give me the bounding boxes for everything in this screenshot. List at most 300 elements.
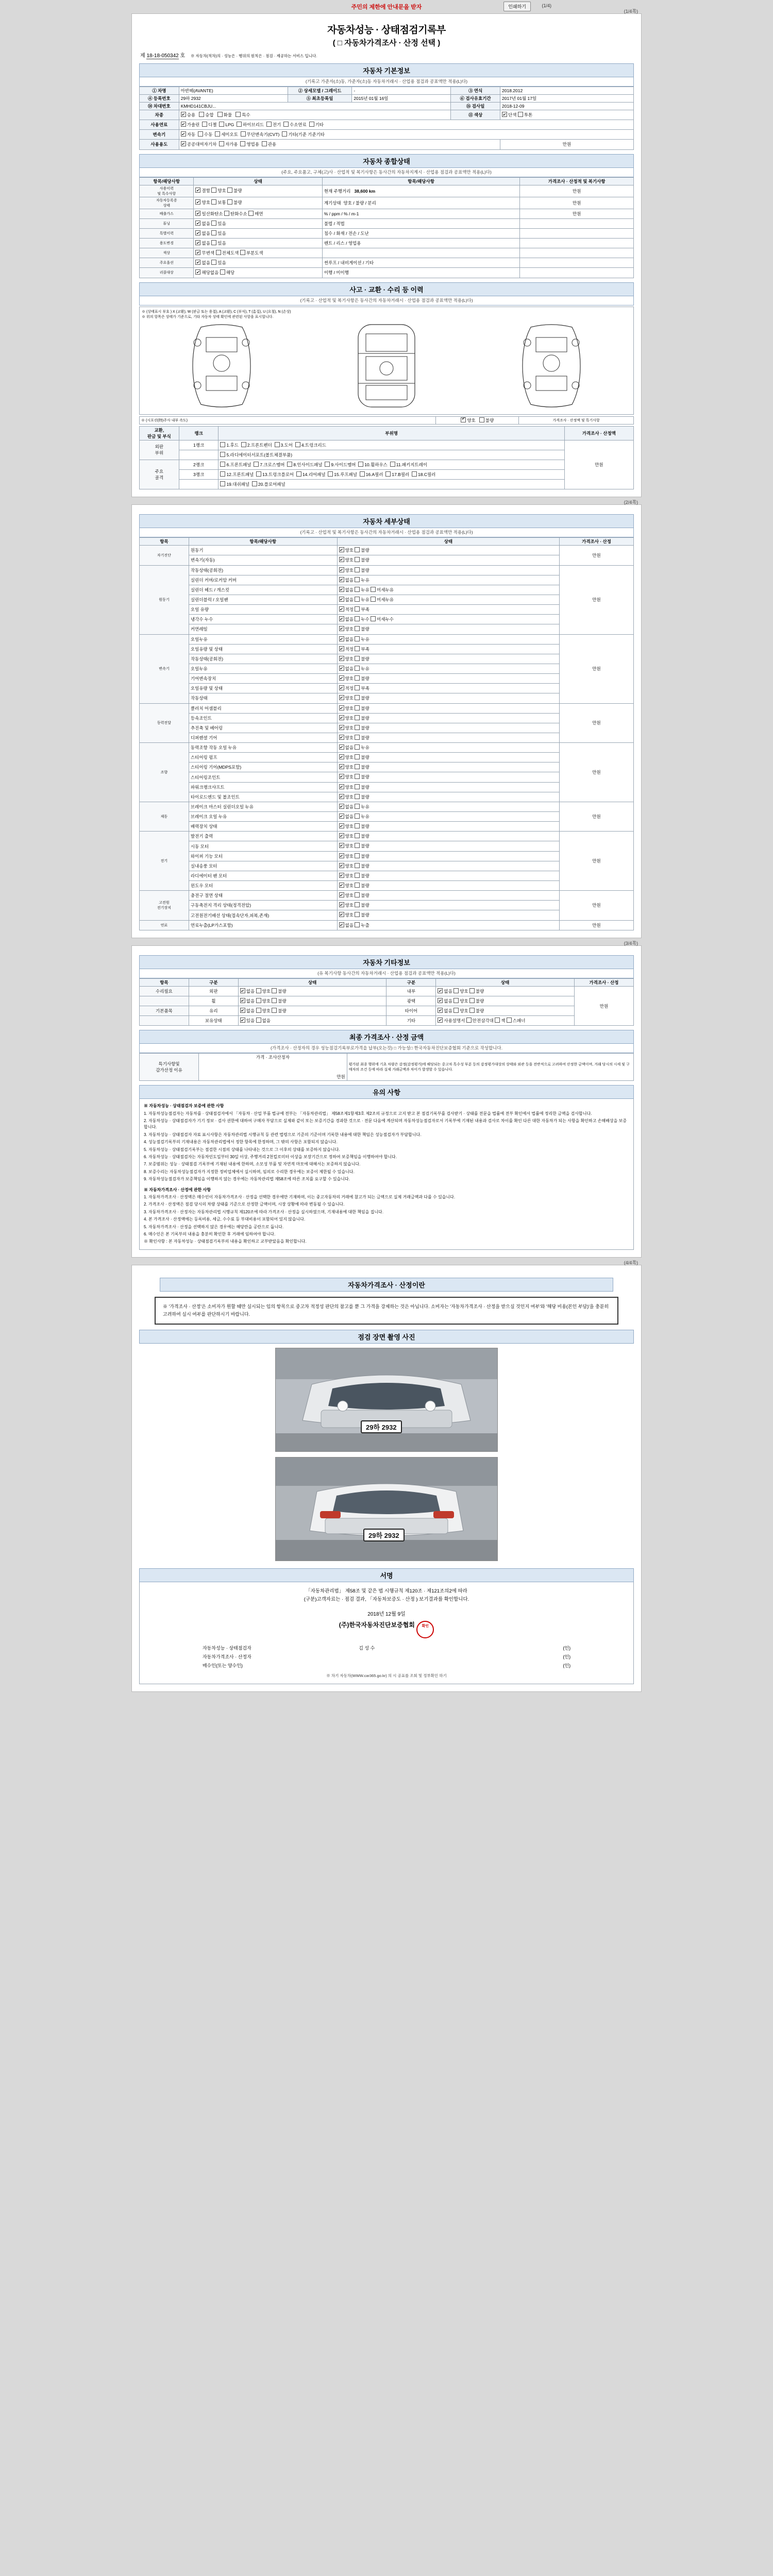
checkbox-icon[interactable] [240, 1008, 245, 1013]
overall-row2-opts[interactable] [194, 209, 322, 218]
checkbox-icon[interactable] [355, 626, 360, 631]
checkbox-icon[interactable] [438, 1008, 443, 1013]
etc-row-options2[interactable] [436, 996, 575, 1006]
checkbox-icon[interactable] [339, 735, 344, 740]
overall-row1-note: 만원 [520, 197, 634, 209]
overall-row8-note [520, 268, 634, 278]
detail-item-options[interactable] [337, 901, 560, 910]
checkbox-icon[interactable] [507, 1018, 512, 1023]
checkbox-icon[interactable] [355, 794, 360, 799]
detail-option-label: 불량 [361, 903, 369, 908]
gear-opt-3: 무단변속기(CVT) [246, 132, 280, 138]
checkbox-icon[interactable] [355, 833, 360, 838]
bottom-label: ※ (시포션(特)주사 내부 속도) [140, 416, 436, 424]
checkbox-icon[interactable] [355, 666, 360, 671]
detail-option-label: 양호 [345, 705, 355, 711]
checkbox-icon[interactable] [355, 656, 360, 661]
detail-option-label: 부족 [361, 646, 369, 652]
checkbox-icon[interactable] [339, 715, 344, 720]
detail-item-label: 추진축 및 베어링 [189, 723, 337, 733]
checkbox-icon[interactable] [339, 675, 344, 681]
detail-head-2: 상태 [337, 538, 560, 546]
checkbox-icon[interactable] [355, 636, 360, 641]
checkbox-icon[interactable] [256, 1008, 261, 1013]
checkbox-icon[interactable] [339, 656, 344, 661]
detail-option-label: 불량 [361, 735, 369, 740]
detail-item-options[interactable] [337, 664, 560, 673]
checkbox-icon[interactable] [355, 892, 360, 897]
detail-item-options[interactable] [337, 634, 560, 644]
detail-option-label: 미세누유 [377, 597, 394, 602]
checkbox-icon[interactable] [339, 547, 344, 552]
detail-option-label: 없음 [345, 745, 355, 751]
checkbox-icon[interactable] [339, 577, 344, 582]
checkbox-icon[interactable] [355, 764, 360, 769]
detail-item-label: 실린더 헤드 / 개스킷 [189, 585, 337, 595]
detail-item-options[interactable] [337, 832, 560, 841]
etc-option-label: 없음 [262, 1018, 271, 1024]
detail-item-label: 작동상태 [189, 693, 337, 703]
checkbox-icon[interactable] [355, 912, 360, 917]
etc-row-options[interactable] [238, 996, 386, 1006]
checkbox-icon[interactable] [438, 998, 443, 1003]
detail-option-label: 없음 [345, 636, 355, 642]
overall-row6-opts[interactable] [194, 248, 322, 258]
checkbox-icon[interactable] [355, 567, 360, 572]
detail-option-label: 미세누수 [377, 617, 394, 622]
checkbox-icon[interactable] [339, 725, 344, 730]
sign-org [148, 1620, 625, 1638]
checkbox-icon[interactable] [355, 715, 360, 720]
checkbox-icon[interactable] [339, 636, 344, 641]
detail-option-label: 불량 [361, 853, 369, 859]
price-right-text: 평가된 최종 행위에 기초 차량은 감정(감정평가)에 해당되는 중고차 특수성 부분 등의 감정평가대상의 상태와 외관 등을 전반적으로 고려하여 산정한 금액이며, 거래 당시의 시세 및 구매자의 조건 등에 따라 실제 거래금액과 차이가 발생할 수 있습니다. [347, 1054, 633, 1081]
detail-option-label: 없음 [345, 617, 355, 622]
basic-label3-1: ⑥ 검사유효기간 [451, 95, 500, 103]
overall-row0-opts[interactable] [194, 185, 322, 197]
etc-option-label: 안전삼각대 [472, 1018, 495, 1024]
checkbox-icon[interactable] [240, 998, 245, 1003]
etc-option-label: 사용설명서 [444, 1018, 466, 1024]
checkbox-icon[interactable] [355, 577, 360, 582]
fr2-i3: 9.사이드멤버 [331, 462, 356, 467]
detail-item-options[interactable] [337, 615, 560, 624]
detail-item-options[interactable] [337, 624, 560, 634]
fuel-opt-0: 가솔린 [187, 122, 200, 128]
overall-row3-opts[interactable] [194, 218, 322, 228]
checkbox-icon[interactable] [469, 1008, 475, 1013]
checkbox-icon[interactable] [355, 774, 360, 779]
detail-option-label: 불량 [361, 557, 369, 563]
frame-items-2[interactable] [219, 460, 564, 469]
detail-item-options[interactable] [337, 743, 560, 753]
detail-option-label: 양호 [345, 715, 355, 721]
detail-option-label: 양호 [345, 696, 355, 701]
detail-item-label: 작동상태(공회전) [189, 654, 337, 664]
detail-item-options[interactable] [337, 674, 560, 684]
section-accident-title: 사고 · 교환 · 수리 등 이력 [139, 282, 634, 296]
checkbox-icon[interactable] [272, 998, 277, 1003]
detail-item-options[interactable] [337, 723, 560, 733]
basic-label-gear: 변속기 [140, 130, 179, 140]
checkbox-icon[interactable] [339, 567, 344, 572]
plate-rear: 29하 2932 [363, 1529, 405, 1541]
checkbox-icon[interactable] [339, 823, 344, 828]
basic-color-opts[interactable] [500, 110, 634, 120]
detail-item-options[interactable] [337, 802, 560, 811]
checkbox-icon[interactable] [355, 853, 360, 858]
sheet-page-1 [131, 9, 642, 497]
checkbox-icon[interactable] [240, 988, 245, 993]
checkbox-icon[interactable] [355, 587, 360, 592]
etc-option-label: 불량 [278, 988, 287, 994]
detail-item-options[interactable] [337, 693, 560, 703]
etc-option-label: 양호 [460, 1008, 469, 1014]
overall-row7-opts[interactable] [194, 258, 322, 268]
checkbox-icon[interactable] [256, 988, 261, 993]
detail-option-label: 누유 [361, 597, 371, 602]
damage-diagram [139, 307, 634, 415]
checkbox-icon[interactable] [466, 1018, 472, 1023]
section-price-note: (가격조사 · 산정자의 경우 성능점검기록부로가격을 납부(오는것) □ 가능성□ 한국자동차진단보증협회 기준으로 작성합니다. [139, 1044, 634, 1053]
checkbox-icon[interactable] [355, 616, 360, 621]
checkbox-icon[interactable] [339, 764, 344, 769]
checkbox-icon[interactable] [355, 873, 360, 878]
detail-item-options[interactable] [337, 684, 560, 693]
detail-item-label: 브레이크 오일 누유 [189, 812, 337, 822]
checkbox-icon[interactable] [339, 597, 344, 602]
overall-row5-opts[interactable] [194, 238, 322, 248]
checkbox-icon[interactable] [371, 597, 376, 602]
car-right-view-icon [513, 319, 590, 412]
warn-paragraph: 2. 자동차성능 · 상태점검자가 기기 정보 · 검사 권한에 대하여 구매자 부담으로 실제와 같이 또는 보증기간을 경과한 것으로 · 전문 다음에 계산되며 자동차성능점검자로서 기록부에 기재된 내용과 검사로 차이를 확인 다른 대한 자동차가 되는 사항을 확인하고 손해배상을 보증합니다. [144, 1118, 627, 1130]
checkbox-icon[interactable] [355, 784, 360, 789]
gear-opt-2: 세미오토 [221, 132, 238, 138]
warn-g1-title: ※ 자동차성능 · 상태점검자 보증에 관한 사항 [144, 1104, 224, 1109]
detail-item-options[interactable] [337, 772, 560, 782]
etc-row-options2[interactable] [436, 986, 575, 996]
checkbox-icon[interactable] [339, 794, 344, 799]
detail-item-label: 구동축전지 격리 상태(정격전압) [189, 901, 337, 910]
etc-row-options[interactable] [238, 1016, 386, 1026]
detail-item-options[interactable] [337, 910, 560, 920]
warn-paragraph: 4. 성능점검기록부의 기재내용은 자동차관리법에서 정한 항목에 한정하며, 그 밖의 사항은 포함되지 않습니다. [144, 1140, 338, 1145]
checkbox-icon[interactable] [355, 804, 360, 809]
warn-paragraph: 7. 보증범위는 성능 · 상태점검 기록부에 기재된 내용에 한하며, 소모성 부품 및 자연적 마모에 대해서는 보증하지 않습니다. [144, 1162, 361, 1167]
etc-row-options2[interactable] [436, 1006, 575, 1016]
detail-item-options[interactable] [337, 733, 560, 742]
checkbox-icon[interactable] [355, 705, 360, 710]
etc-row-label: 수리필요 [140, 986, 189, 996]
checkbox-icon[interactable] [339, 695, 344, 700]
sheet-page-2 [131, 500, 642, 938]
detail-item-options[interactable] [337, 565, 560, 575]
use-opt-2: 영업용 [246, 142, 259, 147]
fr1-i0: 5.라디에이터서포트(볼트체결부품) [226, 452, 293, 457]
detail-group-note: 만원 [560, 634, 634, 703]
detail-item-label: 오일누유 [189, 634, 337, 644]
detail-item-options[interactable] [337, 713, 560, 723]
frame-rank-3: 3랭크 [179, 469, 219, 479]
section-price-title: 최종 가격조사 · 산정 금액 [139, 1030, 634, 1044]
checkbox-icon[interactable] [453, 998, 459, 1003]
section-warn-title: 유의 사항 [139, 1085, 634, 1099]
checkbox-icon[interactable] [339, 754, 344, 759]
basic-cartype-opts[interactable] [179, 110, 450, 120]
section-basic-note: (기록고 가준자(소)동, 가준자(소)동 자동차거래시 · 산업용 점검과 공표액만 적용(L)다) [139, 77, 634, 87]
detail-item-options[interactable] [337, 782, 560, 792]
overall-head-3: 가격조사 · 산정적 및 복기사항 [520, 177, 634, 185]
ov6-o0: 무변색 [201, 250, 215, 256]
basic-gear-opts[interactable] [179, 130, 633, 140]
checkbox-icon[interactable] [355, 843, 360, 848]
detail-item-options[interactable] [337, 822, 560, 832]
detail-item-options[interactable] [337, 703, 560, 713]
detail-item-label: 기어변속장치 [189, 674, 337, 684]
detail-item-options[interactable] [337, 861, 560, 871]
checkbox-icon[interactable] [355, 754, 360, 759]
detail-item-options[interactable] [337, 605, 560, 615]
detail-item-options[interactable] [337, 585, 560, 595]
detail-group-3: 동력전달 [140, 703, 189, 743]
checkbox-icon[interactable] [339, 902, 344, 907]
checkbox-icon[interactable] [453, 1008, 459, 1013]
detail-option-label: 양호 [345, 784, 355, 790]
overall-row0-right [322, 185, 520, 197]
checkbox-icon[interactable] [339, 863, 344, 868]
checkbox-icon[interactable] [355, 675, 360, 681]
basic-use-opts[interactable] [179, 140, 500, 149]
overall-row4-note [520, 228, 634, 238]
fr3-i1: 13.트렁크플로어 [262, 471, 294, 477]
etc-row-options[interactable] [238, 1006, 386, 1016]
ov2-o1: 탄화수소 [230, 211, 247, 216]
overall-row8-name: 리콜대상 [140, 268, 194, 278]
detail-option-label: 불량 [361, 893, 369, 899]
etc-row-options2[interactable] [436, 1016, 575, 1026]
doc-no-label: 제 [140, 53, 145, 59]
checkbox-icon[interactable] [339, 814, 344, 819]
checkbox-icon[interactable] [355, 646, 360, 651]
detail-item-options[interactable] [337, 555, 560, 565]
detail-item-options[interactable] [337, 753, 560, 762]
checkbox-icon[interactable] [355, 597, 360, 602]
price-table [139, 1053, 634, 1081]
detail-option-label: 누유 [361, 587, 371, 592]
basic-fuel-opts[interactable] [179, 120, 633, 130]
price-left-label: 특기사항및 감가산정 이유 [140, 1054, 199, 1081]
basic-use-right: 만원 [500, 140, 634, 149]
detail-row [140, 703, 634, 713]
sign-row-0-value[interactable]: 김 성 수 [359, 1645, 375, 1651]
frame-rank-1 [179, 450, 219, 460]
detail-item-label: 와이퍼 기능 모터 [189, 851, 337, 861]
doc-title: 자동차성능 · 상태점검기록부 [327, 25, 446, 36]
frame-items-1[interactable] [219, 450, 564, 460]
print-button[interactable]: 인쇄하기 [503, 2, 531, 11]
checkbox-icon[interactable] [339, 912, 344, 917]
sign-row-2-label: 매수인(또는 양수인) [202, 1663, 243, 1668]
detail-option-label: 불량 [361, 715, 369, 721]
detail-item-label: 오일유량 및 상태 [189, 684, 337, 693]
detail-item-options[interactable] [337, 881, 560, 891]
detail-group-5: 제동 [140, 802, 189, 831]
detail-option-label: 양호 [345, 912, 355, 918]
warn-paragraph: 5. 자동차가격조사 · 산정을 선택하지 않은 경우에는 해당란을 공란으로 둡니다. [144, 1224, 284, 1229]
bottom-opt-1: 불량 [485, 417, 494, 423]
checkbox-icon[interactable] [355, 814, 360, 819]
sign-row-1-value[interactable] [357, 1652, 506, 1661]
detail-item-options[interactable] [337, 920, 560, 930]
detail-option-label: 불량 [361, 794, 369, 800]
frame-items-0[interactable] [219, 440, 564, 450]
sign-row-2-value[interactable] [357, 1661, 506, 1670]
checkbox-icon[interactable] [355, 735, 360, 740]
overall-row3-name: 튜닝 [140, 218, 194, 228]
checkbox-icon[interactable] [339, 922, 344, 927]
checkbox-icon[interactable] [453, 988, 459, 993]
detail-item-options[interactable] [337, 644, 560, 654]
detail-item-options[interactable] [337, 871, 560, 880]
frame-rank-table [139, 426, 634, 490]
detail-item-options[interactable] [337, 851, 560, 861]
checkbox-icon[interactable] [339, 774, 344, 779]
checkbox-icon[interactable] [355, 744, 360, 750]
overall-row1-opts[interactable] [194, 197, 322, 209]
frame-items-4[interactable] [219, 480, 564, 489]
detail-option-label: 양호 [345, 765, 355, 770]
checkbox-icon[interactable] [339, 892, 344, 897]
overall-row4-opts[interactable] [194, 228, 322, 238]
checkbox-icon[interactable] [355, 725, 360, 730]
sign-table [200, 1643, 573, 1670]
detail-item-label: 클러치 어셈블리 [189, 703, 337, 713]
basic-label-1: ④ 등록번호 [140, 95, 179, 103]
diagram-bullet-1: ※ (상태표시 부호 ) X (교환), W (판금 또는 용접), A (교환), C (부식), T (흠집), U (요철), N (손상) [142, 310, 291, 314]
detail-head-1: 항목/해당사항 [189, 538, 337, 546]
checkbox-icon[interactable] [355, 547, 360, 552]
detail-item-options[interactable] [337, 546, 560, 555]
detail-option-label: 누수 [361, 617, 371, 622]
car-diagram-row [142, 319, 631, 412]
section-accident-note: (기록고 · 산업적 및 복기사항은 동사간의 자동차거래시 · 산업용 점검과 공표액만 적용(L)다) [139, 296, 634, 306]
checkbox-icon[interactable] [339, 853, 344, 858]
etc-option-label: 불량 [278, 1008, 287, 1014]
checkbox-icon[interactable] [339, 705, 344, 710]
checkbox-icon[interactable] [469, 998, 475, 1003]
checkbox-icon[interactable] [339, 616, 344, 621]
checkbox-icon[interactable] [339, 804, 344, 809]
checkbox-icon[interactable] [339, 784, 344, 789]
detail-item-options[interactable] [337, 812, 560, 822]
checkbox-icon[interactable] [355, 823, 360, 828]
etc-option-label: 양호 [460, 998, 469, 1004]
detail-item-options[interactable] [337, 891, 560, 901]
detail-option-label: 불량 [361, 834, 369, 839]
checkbox-icon[interactable] [355, 606, 360, 612]
checkbox-icon[interactable] [256, 1018, 261, 1023]
checkbox-icon[interactable] [339, 646, 344, 651]
checkbox-icon[interactable] [339, 873, 344, 878]
detail-item-label: 시동 모터 [189, 841, 337, 851]
checkbox-icon[interactable] [339, 587, 344, 592]
car-front-photo-icon [276, 1348, 497, 1451]
checkbox-icon[interactable] [240, 1018, 245, 1023]
checkbox-icon[interactable] [355, 557, 360, 562]
warn-paragraph: 3. 자동차가격조사 · 산정자는 자동차관리법 시행규칙 제120조에 따라 가격조사 · 산정을 실시하였으며, 기재내용에 대한 책임을 집니다. [144, 1209, 383, 1214]
detail-item-options[interactable] [337, 841, 560, 851]
detail-option-label: 누유 [361, 577, 369, 583]
overall-row8-opts[interactable] [194, 268, 322, 278]
basic-label-fuel: 사용연료 [140, 120, 179, 130]
checkbox-icon[interactable] [371, 616, 376, 621]
checkbox-icon[interactable] [355, 695, 360, 700]
detail-item-label: 스티어링 펌프 [189, 753, 337, 762]
checkbox-icon[interactable] [355, 883, 360, 888]
checkbox-icon[interactable] [355, 685, 360, 690]
checkbox-icon[interactable] [339, 744, 344, 750]
checkbox-icon[interactable] [339, 606, 344, 612]
detail-item-options[interactable] [337, 762, 560, 772]
frame-items-3[interactable] [219, 469, 564, 479]
detail-option-label: 누유 [361, 804, 369, 809]
checkbox-icon[interactable] [495, 1018, 500, 1023]
overall-row5-right: 렌트 / 리스 / 영업용 [322, 238, 520, 248]
detail-item-label: 발전기 출력 [189, 832, 337, 841]
fuel-opt-3: 하이브리드 [243, 122, 264, 128]
checkbox-icon[interactable] [339, 883, 344, 888]
fuel-opt-6: 기타 [315, 122, 324, 128]
detail-option-label: 불량 [361, 696, 369, 701]
checkbox-icon[interactable] [339, 843, 344, 848]
checkbox-icon[interactable] [355, 902, 360, 907]
overall-row3-right: 불법 / 적법 [322, 218, 520, 228]
detail-option-label: 불량 [361, 705, 369, 711]
checkbox-icon[interactable] [438, 1018, 443, 1023]
detail-item-options[interactable] [337, 595, 560, 604]
etc-row-options[interactable] [238, 986, 386, 996]
bottom-opts[interactable] [436, 416, 519, 424]
detail-item-options[interactable] [337, 654, 560, 664]
checkbox-icon[interactable] [339, 557, 344, 562]
detail-option-label: 없음 [345, 577, 355, 583]
basic-label-use: 사용용도 [140, 140, 179, 149]
checkbox-icon[interactable] [371, 587, 376, 592]
checkbox-icon[interactable] [339, 666, 344, 671]
ov6-o1: 전체도색 [222, 250, 239, 256]
use-opt-3: 관용 [267, 142, 277, 147]
checkbox-icon[interactable] [339, 685, 344, 690]
detail-item-options[interactable] [337, 792, 560, 802]
checkbox-icon[interactable] [339, 626, 344, 631]
checkbox-icon[interactable] [438, 988, 443, 993]
checkbox-icon[interactable] [355, 863, 360, 868]
basic-label3-0: ③ 연식 [451, 87, 500, 95]
etc-row [140, 1016, 634, 1026]
checkbox-icon[interactable] [272, 1008, 277, 1013]
detail-item-options[interactable] [337, 575, 560, 585]
checkbox-icon[interactable] [256, 998, 261, 1003]
checkbox-icon[interactable] [272, 988, 277, 993]
cartype-opt-0: 승용 [187, 112, 196, 117]
checkbox-icon[interactable] [355, 922, 360, 927]
detail-group-note: 만원 [560, 546, 634, 565]
checkbox-icon[interactable] [339, 833, 344, 838]
checkbox-icon[interactable] [469, 988, 475, 993]
detail-option-label: 불량 [361, 863, 369, 869]
price-amount-label: 가격 · 조사산정자 [256, 1055, 290, 1060]
etc-head-1: 구분 [189, 978, 238, 986]
